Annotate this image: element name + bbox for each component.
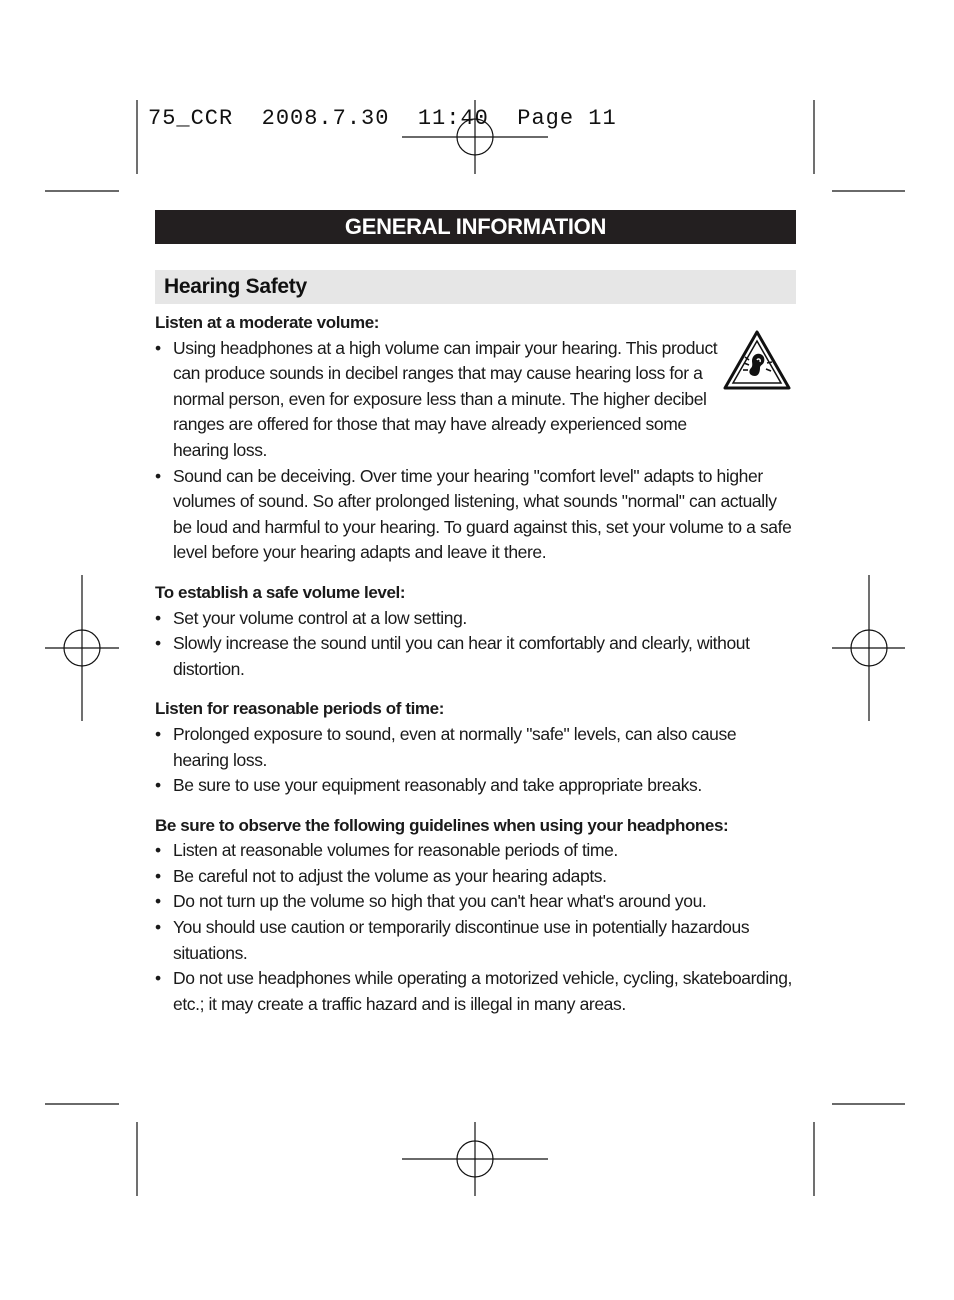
bullet-icon: • [155,891,161,912]
bullet-list [155,838,796,1017]
bullet-icon: • [155,775,161,796]
bullet-icon: • [155,968,161,989]
registration-target-icon [832,575,905,721]
bullet-list [155,606,796,683]
list-item: • Slowly increase the sound until you can hear it comfortably and clearly, without distortion. [155,633,750,679]
bullet-icon: • [155,337,161,358]
registration-target-icon [402,1122,548,1196]
print-slug: 75_CCR 2008.7.30 11:40 Page 11 [148,106,617,131]
bullet-icon: • [155,465,161,486]
bullet-icon: • [155,633,161,654]
list-item: • You should use caution or temporarily discontinue use in potentially hazardous situations. [155,917,750,963]
block-heading: Listen at a moderate volume: [155,313,380,332]
list-item: • Listen at reasonable volumes for reasonable periods of time. [155,838,796,864]
registration-target-icon [45,575,119,721]
list-item: • Sound can be deceiving. Over time your hearing "comfort level" adapts to higher volumes of sound. So after prolonged listening, what sounds "normal" can actually be loud and harmful to your hearing. To guard against this, set your volume to a safe level before your hearing adapts and leave it there. [155,465,792,563]
section-title: GENERAL INFORMATION [155,210,796,244]
block-heading: Be sure to observe the following guidelines when using your headphones: [155,815,729,835]
list-item: • Be sure to use your equipment reasonably and take appropriate breaks. [155,773,796,799]
list-item: • Do not use headphones while operating a motorized vehicle, cycling, skateboarding, etc.; it may create a traffic hazard and is illegal in many areas. [155,968,792,1014]
block-heading: Listen for reasonable periods of time: [155,699,444,719]
block-heading: To establish a safe volume level: [155,582,406,602]
subsection-title: Hearing Safety [155,270,796,304]
bullet-icon: • [155,607,161,628]
list-item: • Set your volume control at a low setting. [155,606,796,632]
list-item: • Be careful not to adjust the volume as your hearing adapts. [155,864,796,890]
bullet-list [155,722,796,799]
hearing-safety-content [155,308,796,1017]
list-item: • Using headphones at a high volume can impair your hearing. This product can produce sounds in decibel ranges that may cause hearing loss for a normal person, even for exposure less than a minute. The higher decibel ranges are offered for those that may have already experienced some hearing loss. [155,337,718,460]
bullet-icon: • [155,840,161,861]
bullet-icon: • [155,723,161,744]
bullet-list [155,336,796,566]
list-item: • Do not turn up the volume so high that you can't hear what's around you. [155,889,796,915]
bullet-icon: • [155,865,161,886]
list-item: • Prolonged exposure to sound, even at normally "safe" levels, can also cause hearing loss. [155,723,737,770]
bullet-icon: • [155,917,161,938]
